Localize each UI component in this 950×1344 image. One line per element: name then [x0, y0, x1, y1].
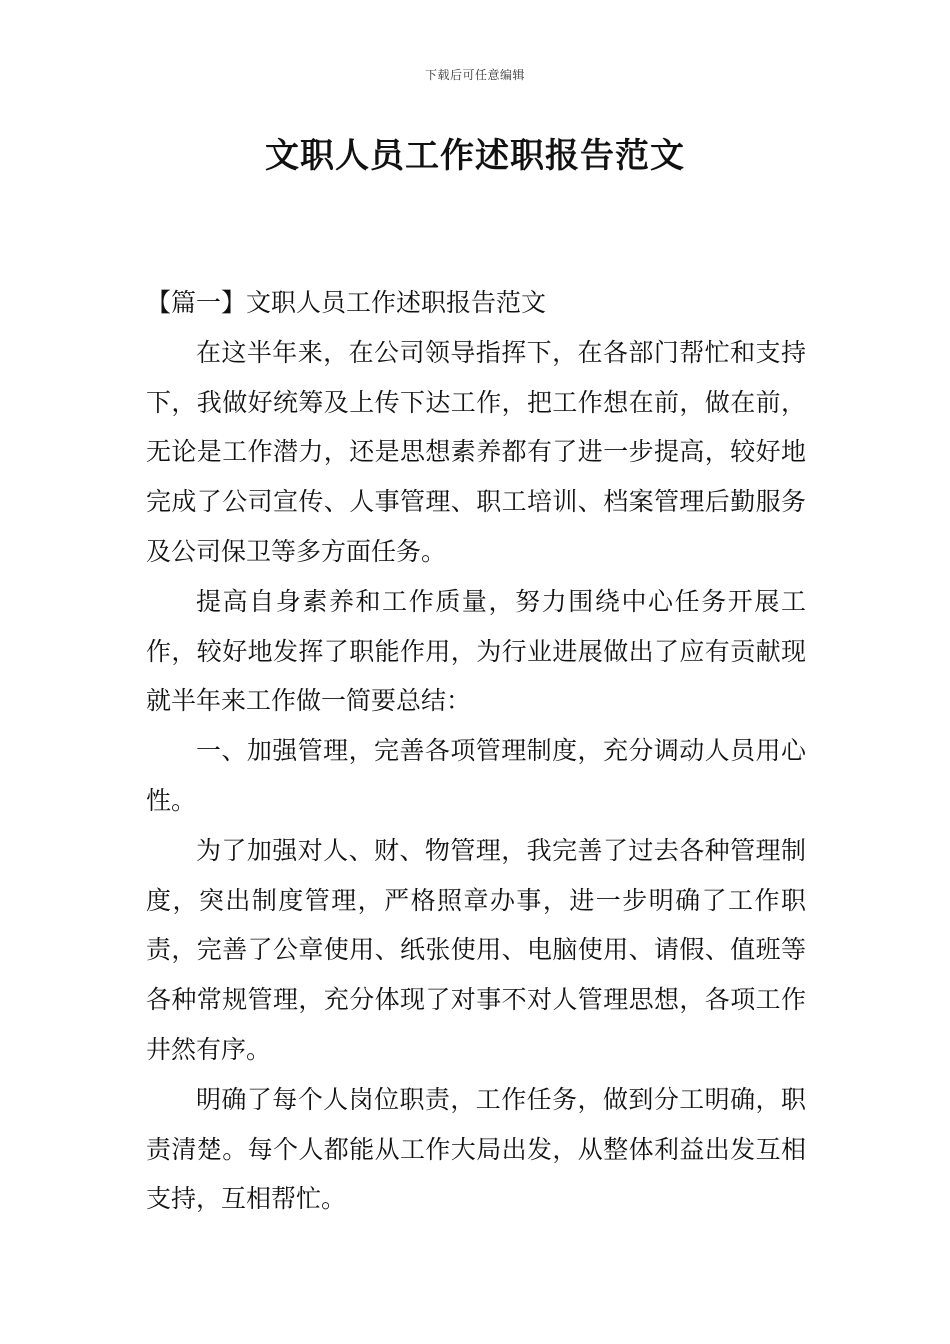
paragraph-5: 明确了每个人岗位职责，工作任务，做到分工明确，职责清楚。每个人都能从工作大局出发，从整体利益出发互相支持，互相帮忙。	[146, 1084, 806, 1214]
document-body	[146, 278, 806, 1224]
paragraph-1: 在这半年来，在公司领导指挥下，在各部门帮忙和支持下，我做好统筹及上传下达工作，把工作想在前，做在前，无论是工作潜力，还是思想素养都有了进一步提高，较好地完成了公司宣传、人事管理、职工培训、档案管理后勤服务及公司保卫等多方面任务。	[146, 337, 806, 566]
section-heading: 【篇一】文职人员工作述职报告范文	[146, 288, 547, 317]
header-note: 下载后可任意编辑	[424, 68, 525, 82]
paragraph-4: 为了加强对人、财、物管理，我完善了过去各种管理制度，突出制度管理，严格照章办事，进一步明确了工作职责，完善了公章使用、纸张使用、电脑使用、请假、值班等各种常规管理，充分体现了对事不对人管理思想，各项工作井然有序。	[146, 835, 806, 1064]
document-title: 文职人员工作述职报告范文	[265, 136, 685, 176]
paragraph-2: 提高自身素养和工作质量，努力围绕中心任务开展工作，较好地发挥了职能作用，为行业进展做出了应有贡献现就半年来工作做一简要总结：	[146, 586, 806, 716]
paragraph-3: 一、加强管理，完善各项管理制度，充分调动人员用心性。	[146, 736, 806, 815]
